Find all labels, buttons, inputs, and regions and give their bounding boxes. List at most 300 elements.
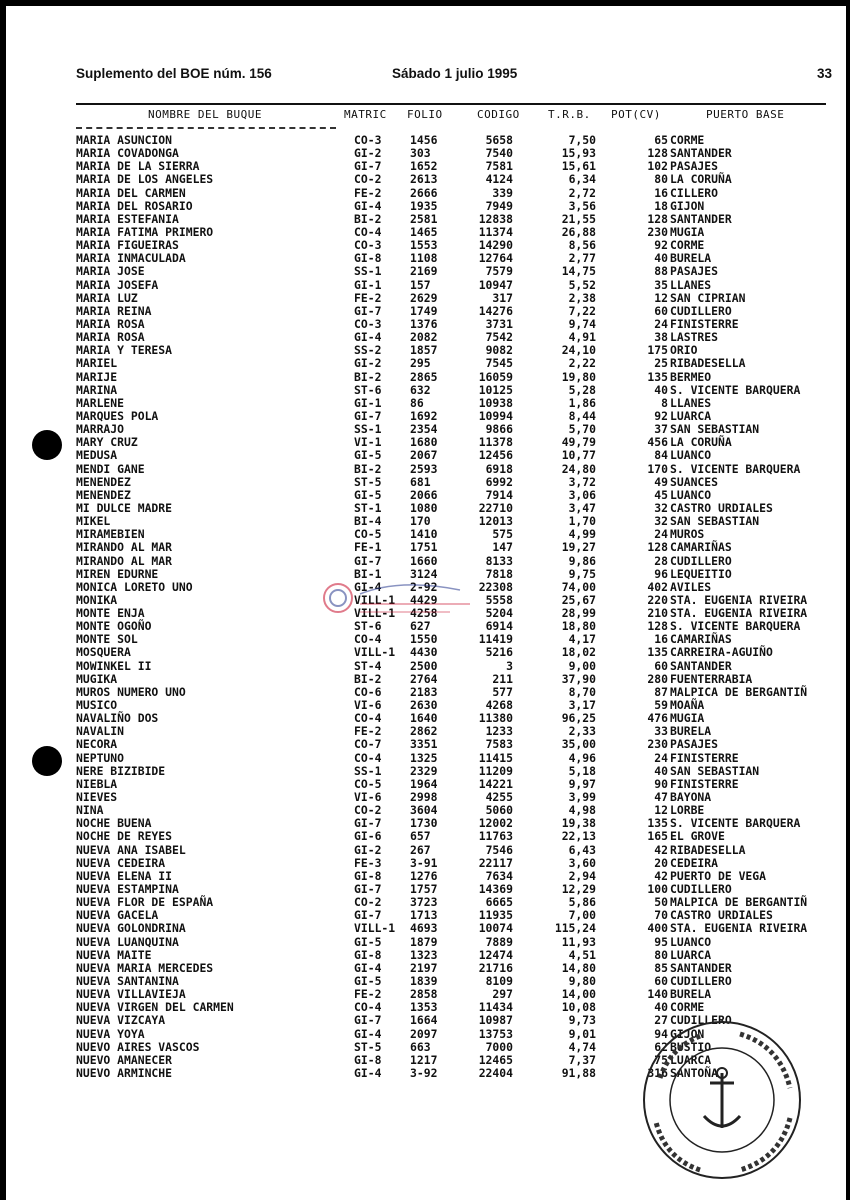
table-row [76,738,836,751]
vessel-trb: 3,17 [568,698,596,713]
vessel-pot: 230 [647,737,668,752]
vessel-folio: 632 [410,382,431,397]
vessel-matric: GI-4 [354,1065,382,1080]
vessel-trb: 18,02 [561,645,596,660]
vessel-trb: 28,99 [561,606,596,621]
vessel-matric: GI-7 [354,908,382,923]
vessel-folio: 1640 [410,711,438,726]
vessel-name: NERE BIZIBIDE [76,763,166,778]
vessel-home-port: SAN SEBASTIAN [670,763,760,778]
vessel-pot: 140 [647,987,668,1002]
vessel-name: NUEVO AMANECER [76,1052,173,1067]
vessel-home-port: PASAJES [670,159,719,174]
table-row [76,975,836,988]
vessel-folio: 2097 [410,1026,438,1041]
vessel-matric: SS-1 [354,763,382,778]
vessel-matric: GI-8 [354,251,382,266]
vessel-name: NOCHE BUENA [76,816,152,831]
column-header-pot: POT(CV) [611,108,661,121]
vessel-folio: 1108 [410,251,438,266]
table-row [76,515,836,528]
vessel-home-port: CASTRO URDIALES [670,908,773,923]
vessel-matric: GI-8 [354,1052,382,1067]
scan-border-left [0,0,6,1200]
vessel-codigo: 22117 [478,855,513,870]
vessel-trb: 6,34 [568,172,596,187]
vessel-codigo: 7000 [485,1039,513,1054]
publication-date: Sábado 1 julio 1995 [392,66,518,81]
vessel-home-port: CUDILLERO [670,553,732,568]
table-row [76,699,836,712]
vessel-matric: CO-3 [354,238,382,253]
vessel-codigo: 7583 [485,737,513,752]
vessel-codigo: 10987 [478,1013,513,1028]
vessel-home-port: RIBADESELLA [670,356,746,371]
vessel-pot: 402 [647,579,668,594]
federation-stamp-icon [640,1018,805,1183]
vessel-name: NUEVA GACELA [76,908,159,923]
table-row [76,305,836,318]
vessel-trb: 37,90 [561,671,596,686]
vessel-folio: 3124 [410,566,438,581]
vessel-matric: GI-4 [354,960,382,975]
vessel-codigo: 12002 [478,816,513,831]
vessel-codigo: 11763 [478,829,513,844]
vessel-trb: 10,08 [561,1000,596,1015]
header-dashed-rule [76,127,336,129]
vessel-codigo: 22710 [478,500,513,515]
vessel-name: MONTE SOL [76,632,138,647]
vessel-name: MARIA ROSA [76,316,145,331]
vessel-name: MUROS NUMERO UNO [76,684,186,699]
vessel-pot: 45 [654,487,668,502]
vessel-trb: 4,98 [568,803,596,818]
vessel-pot: 60 [654,974,668,988]
vessel-name: MONTE ENJA [76,606,145,621]
vessel-folio: 1751 [410,540,438,555]
table-row [76,922,836,935]
vessel-matric: VILL-1 [354,606,396,621]
vessel-codigo: 21716 [478,960,513,975]
vessel-name: NUEVA MARIA MERCEDES [76,960,214,975]
vessel-home-port: CASTRO URDIALES [670,500,773,515]
vessel-matric: GI-4 [354,330,382,345]
vessel-folio: 1857 [410,343,438,358]
vessel-home-port: BAYONA [670,790,712,805]
vessel-pot: 94 [654,1026,668,1041]
vessel-codigo: 7914 [485,487,513,502]
vessel-matric: FE-3 [354,855,382,870]
vessel-trb: 7,50 [568,133,596,147]
vessel-folio: 2500 [410,658,438,673]
vessel-name: MIREN EDURNE [76,566,159,581]
vessel-home-port: SUANCES [670,474,719,489]
vessel-codigo: 577 [492,684,513,699]
vessel-home-port: S. VICENTE BARQUERA [670,382,801,397]
vessel-pot: 47 [654,790,668,805]
vessel-home-port: SAN SEBASTIAN [670,422,760,437]
vessel-trb: 35,00 [561,737,596,752]
vessel-folio: 2-92 [410,579,438,594]
vessel-trb: 5,70 [568,422,596,437]
vessel-trb: 26,88 [561,224,596,239]
vessel-folio: 1325 [410,750,438,765]
vessel-name: MARIA COVADONGA [76,146,179,161]
vessel-codigo: 12465 [478,1052,513,1067]
vessel-name: MARIA REINA [76,303,152,318]
vessel-matric: SS-1 [354,422,382,437]
vessel-trb: 8,70 [568,684,596,699]
vessel-matric: CO-2 [354,803,382,818]
column-header-puerto: PUERTO BASE [706,108,785,121]
vessel-matric: GI-5 [354,487,382,502]
column-header-trb: T.R.B. [548,108,591,121]
table-row [76,200,836,213]
vessel-pot: 8 [661,395,668,410]
vessel-trb: 18,80 [561,619,596,634]
table-row [76,226,836,239]
vessel-trb: 14,80 [561,960,596,975]
vessel-trb: 12,29 [561,882,596,897]
vessel-pot: 12 [654,803,668,818]
vessel-trb: 7,00 [568,908,596,923]
vessel-name: MARIA FIGUEIRAS [76,238,179,253]
table-row [76,660,836,673]
vessel-pot: 60 [654,658,668,673]
vessel-trb: 8,56 [568,238,596,253]
vessel-trb: 15,61 [561,159,596,174]
vessel-name: MONIKA [76,592,118,607]
vessel-pot: 24 [654,316,668,331]
table-row [76,239,836,252]
vessel-codigo: 12474 [478,947,513,962]
vessel-folio: 2998 [410,790,438,805]
vessel-folio: 1680 [410,435,438,450]
vessel-home-port: BURELA [670,251,712,266]
vessel-home-port: MALPICA DE BERGANTIÑ [670,895,808,910]
vessel-pot: 128 [647,540,668,555]
vessel-pot: 70 [654,908,668,923]
vessel-matric: GI-1 [354,395,382,410]
vessel-matric: FE-2 [354,290,382,305]
vessel-folio: 1964 [410,776,438,791]
vessel-codigo: 12013 [478,514,513,529]
vessel-home-port: EL GROVE [670,829,725,844]
vessel-name: MARIA ASUNCION [76,133,173,147]
vessel-home-port: LUARCA [670,1052,712,1067]
column-header-matric: MATRIC [344,108,387,121]
vessel-name: NAVALIN [76,724,125,739]
vessel-matric: GI-4 [354,198,382,213]
vessel-pot: 87 [654,684,668,699]
vessel-pot: 40 [654,382,668,397]
vessel-matric: GI-7 [354,1013,382,1028]
vessel-matric: BI-2 [354,671,382,686]
publication-title: Suplemento del BOE núm. 156 [76,66,272,81]
vessel-home-port: PASAJES [670,264,719,279]
vessel-pot: 96 [654,566,668,581]
vessel-trb: 1,86 [568,395,596,410]
vessel-matric: VILL-1 [354,921,396,936]
vessel-name: MARQUES POLA [76,408,159,423]
vessel-codigo: 12456 [478,448,513,463]
vessel-pot: 27 [654,1013,668,1028]
vessel-trb: 115,24 [554,921,596,936]
vessel-name: NUEVO ARMINCHE [76,1065,173,1080]
vessel-folio: 86 [410,395,424,410]
vessel-matric: GI-2 [354,842,382,857]
vessel-codigo: 22308 [478,579,513,594]
vessel-home-port: LA CORUÑA [670,172,732,187]
vessel-folio: 3351 [410,737,438,752]
vessel-home-port: BERMEO [670,369,712,384]
vessel-codigo: 10994 [478,408,513,423]
vessel-folio: 3-92 [410,1065,438,1080]
table-row [76,397,836,410]
vessel-folio: 1376 [410,316,438,331]
vessel-codigo: 4255 [485,790,513,805]
vessel-name: NIEVES [76,790,118,805]
vessel-home-port: LLANES [670,395,712,410]
vessel-folio: 2858 [410,987,438,1002]
vessel-codigo: 14221 [478,776,513,791]
vessel-pot: 80 [654,172,668,187]
vessel-matric: CO-2 [354,172,382,187]
table-row [76,673,836,686]
vessel-matric: CO-6 [354,684,382,699]
vessel-codigo: 317 [492,290,513,305]
vessel-home-port: LUARCA [670,947,712,962]
vessel-home-port: CEDEIRA [670,855,719,870]
vessel-name: MARIA JOSEFA [76,277,159,292]
vessel-pot: 128 [647,146,668,161]
vessel-name: MARIA Y TERESA [76,343,173,358]
vessel-codigo: 5204 [485,606,513,621]
vessel-trb: 19,27 [561,540,596,555]
vessel-codigo: 14276 [478,303,513,318]
table-row [76,489,836,502]
vessel-trb: 25,67 [561,592,596,607]
vessel-codigo: 11419 [478,632,513,647]
vessel-folio: 2183 [410,684,438,699]
vessel-codigo: 22404 [478,1065,513,1080]
vessel-codigo: 7634 [485,868,513,883]
vessel-codigo: 11935 [478,908,513,923]
vessel-trb: 2,22 [568,356,596,371]
vessel-pot: 128 [647,211,668,226]
vessel-codigo: 8109 [485,974,513,988]
vessel-name: MIKEL [76,514,111,529]
vessel-trb: 4,17 [568,632,596,647]
vessel-trb: 24,10 [561,343,596,358]
vessel-trb: 5,18 [568,763,596,778]
vessel-folio: 1550 [410,632,438,647]
vessel-matric: ST-5 [354,1039,382,1054]
vessel-codigo: 7545 [485,356,513,371]
table-row [76,318,836,331]
vessel-home-port: MUROS [670,527,705,542]
vessel-folio: 2169 [410,264,438,279]
vessel-home-port: BUSTIO [670,1039,712,1054]
vessel-trb: 4,99 [568,527,596,542]
vessel-name: MARIA ESTEFANIA [76,211,179,226]
vessel-trb: 10,77 [561,448,596,463]
vessel-codigo: 5658 [485,133,513,147]
vessel-codigo: 10947 [478,277,513,292]
vessel-pot: 128 [647,619,668,634]
vessel-trb: 14,00 [561,987,596,1002]
vessel-folio: 1660 [410,553,438,568]
vessel-home-port: LUANCO [670,487,712,502]
vessel-name: NINA [76,803,104,818]
vessel-home-port: PASAJES [670,737,719,752]
table-row [76,949,836,962]
vessel-folio: 2581 [410,211,438,226]
vessel-folio: 4430 [410,645,438,660]
vessel-name: NUEVA VILLAVIEJA [76,987,186,1002]
table-row [76,712,836,725]
vessel-matric: VI-6 [354,790,382,805]
vessel-folio: 3-91 [410,855,438,870]
vessel-pot: 24 [654,750,668,765]
vessel-matric: GI-2 [354,356,382,371]
vessel-home-port: FINISTERRE [670,750,739,765]
vessel-codigo: 6665 [485,895,513,910]
vessel-matric: VI-1 [354,435,382,450]
vessel-pot: 230 [647,224,668,239]
vessel-codigo: 10074 [478,921,513,936]
vessel-home-port: RIBADESELLA [670,842,746,857]
vessel-folio: 303 [410,146,431,161]
vessel-pot: 170 [647,461,668,476]
vessel-trb: 2,38 [568,290,596,305]
vessel-home-port: LA CORUÑA [670,435,732,450]
vessel-pot: 175 [647,343,668,358]
vessel-codigo: 6992 [485,474,513,489]
vessel-name: MUSICO [76,698,118,713]
vessel-matric: CO-5 [354,527,382,542]
vessel-trb: 6,43 [568,842,596,857]
vessel-home-port: BURELA [670,724,712,739]
vessel-matric: GI-5 [354,448,382,463]
vessel-pot: 50 [654,895,668,910]
vessel-matric: GI-7 [354,408,382,423]
vessel-matric: GI-7 [354,816,382,831]
vessel-home-port: AVILES [670,579,712,594]
vessel-home-port: FINISTERRE [670,316,739,331]
vessel-pot: 40 [654,763,668,778]
vessel-folio: 1730 [410,816,438,831]
table-row [76,936,836,949]
vessel-name: MARIA DE LA SIERRA [76,159,200,174]
vessel-folio: 4258 [410,606,438,621]
vessel-pot: 84 [654,448,668,463]
vessel-trb: 15,93 [561,146,596,161]
column-header-folio: FOLIO [407,108,443,121]
vessel-folio: 267 [410,842,431,857]
vessel-name: NUEVA VIRGEN DEL CARMEN [76,1000,234,1015]
vessel-pot: 40 [654,1000,668,1015]
vessel-folio: 2354 [410,422,438,437]
vessel-trb: 3,56 [568,198,596,213]
vessel-folio: 2764 [410,671,438,686]
vessel-pot: 60 [654,303,668,318]
vessel-trb: 91,88 [561,1065,596,1080]
vessel-name: NUEVA FLOR DE ESPAÑA [76,895,214,910]
vessel-pot: 90 [654,776,668,791]
vessel-pot: 42 [654,842,668,857]
vessel-matric: GI-5 [354,974,382,988]
vessel-matric: CO-4 [354,1000,382,1015]
vessel-pot: 75 [654,1052,668,1067]
vessel-pot: 25 [654,356,668,371]
vessel-pot: 28 [654,553,668,568]
vessel-pot: 135 [647,645,668,660]
vessel-codigo: 3 [506,658,513,673]
vessel-trb: 9,00 [568,658,596,673]
vessel-matric: GI-5 [354,934,382,949]
table-row [76,686,836,699]
vessel-trb: 21,55 [561,211,596,226]
vessel-pot: 32 [654,500,668,515]
vessel-trb: 7,37 [568,1052,596,1067]
table-row [76,463,836,476]
table-row [76,844,836,857]
vessel-name: MENENDEZ [76,474,131,489]
vessel-home-port: S. VICENTE BARQUERA [670,816,801,831]
vessel-matric: ST-4 [354,658,382,673]
vessel-pot: 220 [647,592,668,607]
vessel-folio: 2066 [410,487,438,502]
vessel-codigo: 7889 [485,934,513,949]
vessel-home-port: SANTOÑA [670,1065,719,1080]
vessel-folio: 1652 [410,159,438,174]
vessel-trb: 22,13 [561,829,596,844]
vessel-name: MENENDEZ [76,487,131,502]
vessel-folio: 681 [410,474,431,489]
vessel-trb: 2,77 [568,251,596,266]
vessel-home-port: CORME [670,238,705,253]
vessel-name: NUEVA CEDEIRA [76,855,166,870]
vessel-home-port: LUANCO [670,448,712,463]
table-row [76,830,836,843]
vessel-name: NUEVA SANTANINA [76,974,179,988]
vessel-codigo: 4124 [485,172,513,187]
vessel-home-port: LLANES [670,277,712,292]
header-rule [76,103,826,105]
vessel-folio: 3723 [410,895,438,910]
table-row [76,752,836,765]
vessel-home-port: ORIO [670,343,698,358]
vessel-name: MARIEL [76,356,118,371]
vessel-name: NIEBLA [76,776,118,791]
vessel-home-port: CAMARIÑAS [670,540,732,555]
vessel-matric: VILL-1 [354,645,396,660]
vessel-name: MUGIKA [76,671,118,686]
vessel-codigo: 10938 [478,395,513,410]
vessel-pot: 280 [647,671,668,686]
vessel-matric: GI-6 [354,829,382,844]
vessel-name: NUEVO AIRES VASCOS [76,1039,200,1054]
vessel-matric: GI-7 [354,553,382,568]
vessel-name: MONICA LORETO UNO [76,579,193,594]
vessel-codigo: 7542 [485,330,513,345]
vessel-home-port: CARREIRA-AGUIÑO [670,645,773,660]
vessel-folio: 2862 [410,724,438,739]
vessel-folio: 2865 [410,369,438,384]
table-row [76,357,836,370]
vessel-trb: 3,72 [568,474,596,489]
